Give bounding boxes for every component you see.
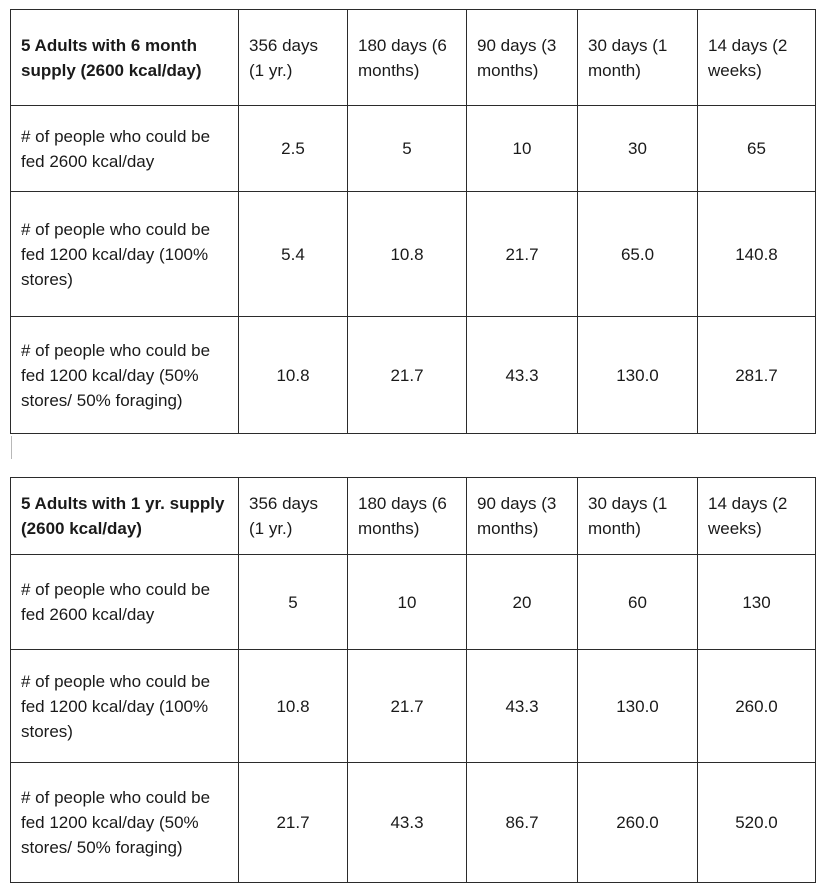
supply-table-1-year [10, 477, 816, 883]
value-cell: 130.0 [578, 650, 698, 763]
column-header-cell: 356 days (1 yr.) [239, 10, 348, 106]
paragraph-marker [11, 436, 12, 459]
column-header-cell: 180 days (6 months) [348, 478, 467, 555]
column-header-cell: 14 days (2 weeks) [698, 10, 816, 106]
value-cell: 5 [348, 106, 467, 192]
value-cell: 86.7 [467, 763, 578, 883]
column-header-cell: 180 days (6 months) [348, 10, 467, 106]
value-cell: 10.8 [239, 650, 348, 763]
value-cell: 30 [578, 106, 698, 192]
value-cell: 43.3 [467, 317, 578, 434]
value-cell: 10 [467, 106, 578, 192]
value-cell: 60 [578, 555, 698, 650]
value-cell: 5.4 [239, 192, 348, 317]
value-cell: 10.8 [348, 192, 467, 317]
column-header-cell: 14 days (2 weeks) [698, 478, 816, 555]
value-cell: 20 [467, 555, 578, 650]
column-header-cell: 90 days (3 months) [467, 10, 578, 106]
value-cell: 2.5 [239, 106, 348, 192]
value-cell: 520.0 [698, 763, 816, 883]
table-title-cell: 5 Adults with 1 yr. supply (2600 kcal/day) [11, 478, 239, 555]
table-header-row [11, 478, 816, 555]
table-header-row [11, 10, 816, 106]
value-cell: 10 [348, 555, 467, 650]
table-row [11, 763, 816, 883]
value-cell: 21.7 [467, 192, 578, 317]
value-cell: 43.3 [348, 763, 467, 883]
table-row [11, 650, 816, 763]
value-cell: 260.0 [578, 763, 698, 883]
value-cell: 21.7 [239, 763, 348, 883]
value-cell: 21.7 [348, 650, 467, 763]
value-cell: 65.0 [578, 192, 698, 317]
column-header-cell: 356 days (1 yr.) [239, 478, 348, 555]
value-cell: 10.8 [239, 317, 348, 434]
table-row [11, 106, 816, 192]
column-header-cell: 90 days (3 months) [467, 478, 578, 555]
row-label-cell: # of people who could be fed 1200 kcal/day (100% stores) [11, 650, 239, 763]
row-label-cell: # of people who could be fed 2600 kcal/day [11, 106, 239, 192]
value-cell: 130.0 [578, 317, 698, 434]
row-label-cell: # of people who could be fed 2600 kcal/day [11, 555, 239, 650]
row-label-cell: # of people who could be fed 1200 kcal/day (50% stores/ 50% foraging) [11, 763, 239, 883]
value-cell: 281.7 [698, 317, 816, 434]
table-row [11, 317, 816, 434]
value-cell: 5 [239, 555, 348, 650]
value-cell: 65 [698, 106, 816, 192]
value-cell: 260.0 [698, 650, 816, 763]
row-label-cell: # of people who could be fed 1200 kcal/day (100% stores) [11, 192, 239, 317]
column-header-cell: 30 days (1 month) [578, 478, 698, 555]
value-cell: 140.8 [698, 192, 816, 317]
row-label-cell: # of people who could be fed 1200 kcal/day (50% stores/ 50% foraging) [11, 317, 239, 434]
value-cell: 43.3 [467, 650, 578, 763]
supply-table-6-month [10, 9, 816, 434]
column-header-cell: 30 days (1 month) [578, 10, 698, 106]
table-title-cell: 5 Adults with 6 month supply (2600 kcal/day) [11, 10, 239, 106]
value-cell: 21.7 [348, 317, 467, 434]
table-row [11, 192, 816, 317]
table-row [11, 555, 816, 650]
value-cell: 130 [698, 555, 816, 650]
